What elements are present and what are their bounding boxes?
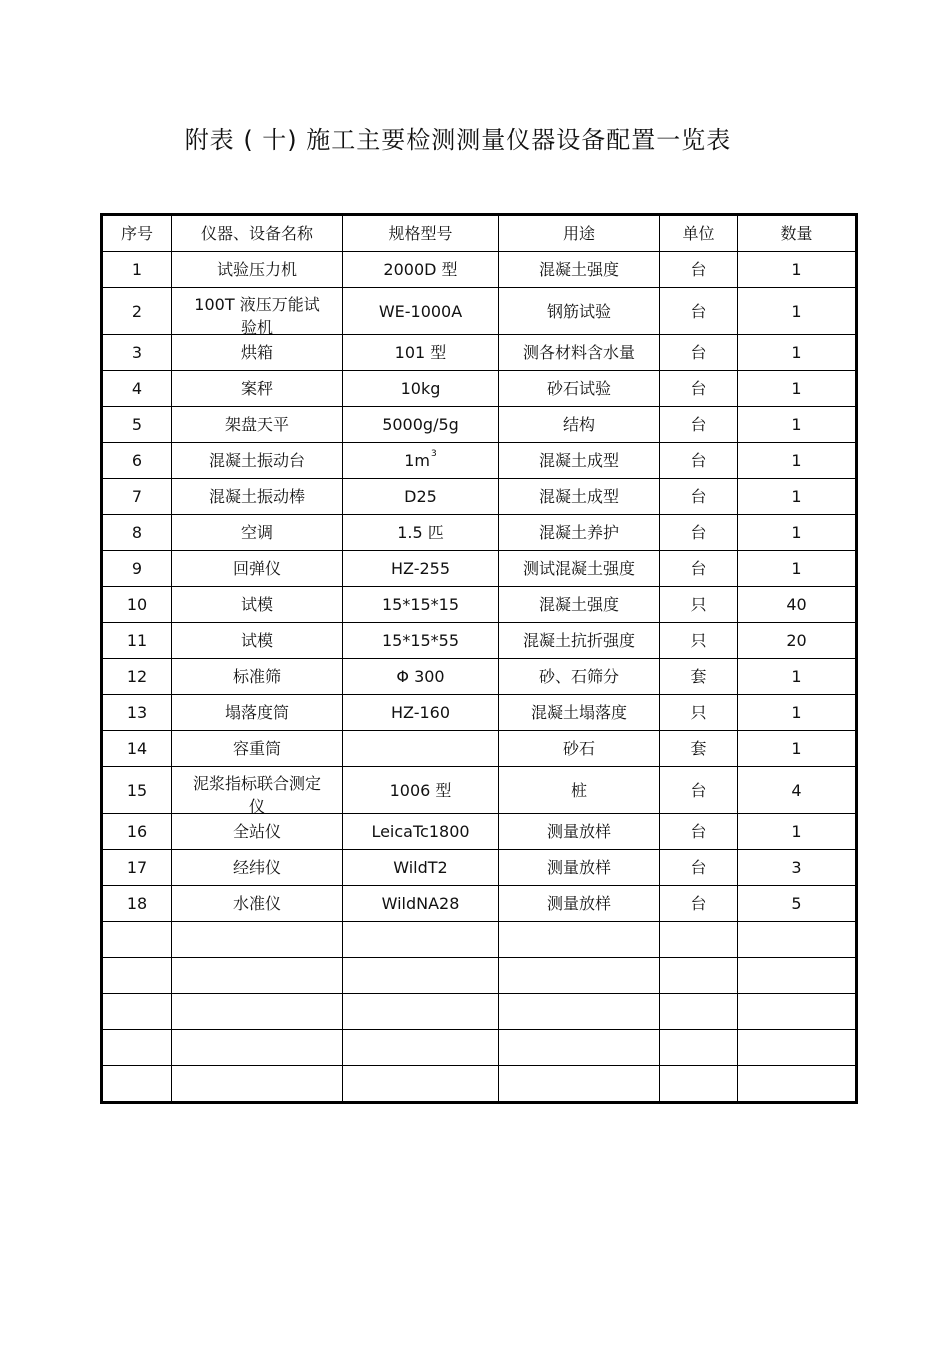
empty-cell [738,1030,857,1066]
cell-no: 5 [102,407,172,443]
cell-unit: 台 [660,443,738,479]
table-row [102,443,857,479]
cell-name: 混凝土振动棒 [172,479,343,515]
cell-spec: WildT2 [343,850,499,886]
empty-cell [738,922,857,958]
empty-cell [499,1030,660,1066]
table-row [102,371,857,407]
cell-use: 混凝土成型 [499,479,660,515]
cell-no: 16 [102,814,172,850]
empty-cell [499,994,660,1030]
table-row [102,731,857,767]
cell-name: 空调 [172,515,343,551]
cell-qty: 1 [738,288,857,335]
cell-name: 回弹仪 [172,551,343,587]
cell-unit: 台 [660,515,738,551]
cell-use: 混凝土抗折强度 [499,623,660,659]
empty-cell [660,1066,738,1103]
cell-spec: 101 型 [343,335,499,371]
cell-unit: 台 [660,479,738,515]
cell-name [172,767,343,814]
cell-unit: 台 [660,371,738,407]
cell-qty: 1 [738,479,857,515]
cell-name [172,288,343,335]
cell-spec: 15*15*55 [343,623,499,659]
superscript: 3 [431,449,437,459]
cell-no: 9 [102,551,172,587]
cell-qty: 1 [738,731,857,767]
empty-cell [343,1066,499,1103]
cell-use: 测量放样 [499,850,660,886]
empty-cell [102,1030,172,1066]
cell-no: 14 [102,731,172,767]
cell-unit: 只 [660,695,738,731]
cell-spec: WildNA28 [343,886,499,922]
cell-name: 标准筛 [172,659,343,695]
cell-qty: 5 [738,886,857,922]
cell-use: 砂石 [499,731,660,767]
cell-name: 水准仪 [172,886,343,922]
cell-unit: 只 [660,623,738,659]
table-body [102,215,857,1103]
table-row [102,767,857,814]
cell-no: 18 [102,886,172,922]
cell-unit: 台 [660,288,738,335]
header-cell-unit: 单位 [660,215,738,252]
table-row [102,695,857,731]
cell-qty: 1 [738,695,857,731]
cell-use: 砂石试验 [499,371,660,407]
cell-spec: 1006 型 [343,767,499,814]
empty-cell [172,1030,343,1066]
cell-no: 2 [102,288,172,335]
empty-cell [738,1066,857,1103]
cell-qty: 1 [738,814,857,850]
cell-unit: 台 [660,335,738,371]
equipment-table [100,213,858,1104]
cell-use: 混凝土强度 [499,252,660,288]
cell-no: 4 [102,371,172,407]
cell-no: 13 [102,695,172,731]
empty-cell [660,922,738,958]
cell-no: 15 [102,767,172,814]
header-cell-spec: 规格型号 [343,215,499,252]
table-row [102,814,857,850]
cell-qty: 1 [738,407,857,443]
cell-unit: 套 [660,731,738,767]
cell-use: 测量放样 [499,814,660,850]
cell-spec [343,731,499,767]
empty-row [102,922,857,958]
cell-qty: 40 [738,587,857,623]
cell-no: 7 [102,479,172,515]
empty-cell [499,922,660,958]
cell-unit: 台 [660,252,738,288]
table-row [102,252,857,288]
cell-qty: 1 [738,659,857,695]
cell-qty: 4 [738,767,857,814]
cell-no: 3 [102,335,172,371]
header-row [102,215,857,252]
cell-name: 试验压力机 [172,252,343,288]
cell-name-text: 100T 液压万能试验机 [194,295,320,337]
cell-unit: 台 [660,551,738,587]
empty-row [102,958,857,994]
table-row [102,551,857,587]
table-row [102,515,857,551]
header-cell-name: 仪器、设备名称 [172,215,343,252]
header-cell-qty: 数量 [738,215,857,252]
cell-spec: 1.5 匹 [343,515,499,551]
cell-spec: 5000g/5g [343,407,499,443]
cell-spec: D25 [343,479,499,515]
table-row [102,850,857,886]
empty-cell [499,958,660,994]
cell-use: 砂、石筛分 [499,659,660,695]
cell-no: 1 [102,252,172,288]
cell-unit: 台 [660,814,738,850]
empty-cell [343,958,499,994]
empty-cell [660,958,738,994]
table-row [102,407,857,443]
cell-spec: 15*15*15 [343,587,499,623]
empty-cell [172,958,343,994]
empty-cell [738,958,857,994]
cell-no: 8 [102,515,172,551]
empty-cell [172,922,343,958]
cell-use: 混凝土强度 [499,587,660,623]
cell-unit: 台 [660,407,738,443]
cell-use: 测量放样 [499,886,660,922]
header-cell-use: 用途 [499,215,660,252]
cell-spec-text: 1m [404,451,431,470]
cell-no: 17 [102,850,172,886]
cell-no: 11 [102,623,172,659]
empty-cell [102,922,172,958]
table-row [102,479,857,515]
cell-use: 钢筋试验 [499,288,660,335]
cell-qty: 3 [738,850,857,886]
empty-cell [660,994,738,1030]
cell-spec: HZ-255 [343,551,499,587]
empty-row [102,1030,857,1066]
cell-use: 混凝土塌落度 [499,695,660,731]
empty-row [102,1066,857,1103]
cell-name: 案秤 [172,371,343,407]
empty-cell [738,994,857,1030]
cell-name: 混凝土振动台 [172,443,343,479]
empty-row [102,994,857,1030]
empty-cell [660,1030,738,1066]
cell-use: 混凝土养护 [499,515,660,551]
cell-name: 试模 [172,623,343,659]
cell-qty: 1 [738,252,857,288]
cell-name: 全站仪 [172,814,343,850]
cell-use: 混凝土成型 [499,443,660,479]
cell-qty: 20 [738,623,857,659]
cell-qty: 1 [738,443,857,479]
empty-cell [102,1066,172,1103]
cell-unit: 台 [660,767,738,814]
table-row [102,288,857,335]
cell-qty: 1 [738,371,857,407]
empty-cell [172,994,343,1030]
cell-unit: 台 [660,886,738,922]
cell-name-text: 泥浆指标联合测定仪 [192,774,321,816]
header-cell-no: 序号 [102,215,172,252]
cell-spec: LeicaTc1800 [343,814,499,850]
cell-qty: 1 [738,551,857,587]
table-row [102,623,857,659]
empty-cell [343,994,499,1030]
cell-name: 试模 [172,587,343,623]
cell-spec: WE-1000A [343,288,499,335]
cell-spec: 2000D 型 [343,252,499,288]
cell-name: 烘箱 [172,335,343,371]
page-title: 附表 ( 十) 施工主要检测测量仪器设备配置一览表 [184,126,732,154]
table-row [102,587,857,623]
empty-cell [499,1066,660,1103]
cell-no: 10 [102,587,172,623]
empty-cell [172,1066,343,1103]
table-row [102,886,857,922]
cell-spec: Φ 300 [343,659,499,695]
cell-name: 架盘天平 [172,407,343,443]
cell-name: 塌落度筒 [172,695,343,731]
empty-cell [343,922,499,958]
cell-no: 12 [102,659,172,695]
cell-qty: 1 [738,335,857,371]
empty-cell [102,994,172,1030]
table-row [102,659,857,695]
table-row [102,335,857,371]
cell-unit: 台 [660,850,738,886]
cell-use: 桩 [499,767,660,814]
cell-unit: 只 [660,587,738,623]
cell-unit: 套 [660,659,738,695]
cell-use: 结构 [499,407,660,443]
cell-spec: 10kg [343,371,499,407]
cell-name: 容重筒 [172,731,343,767]
cell-no: 6 [102,443,172,479]
cell-qty: 1 [738,515,857,551]
cell-use: 测各材料含水量 [499,335,660,371]
cell-name: 经纬仪 [172,850,343,886]
cell-spec [343,443,499,479]
empty-cell [343,1030,499,1066]
cell-spec: HZ-160 [343,695,499,731]
cell-use: 测试混凝土强度 [499,551,660,587]
empty-cell [102,958,172,994]
